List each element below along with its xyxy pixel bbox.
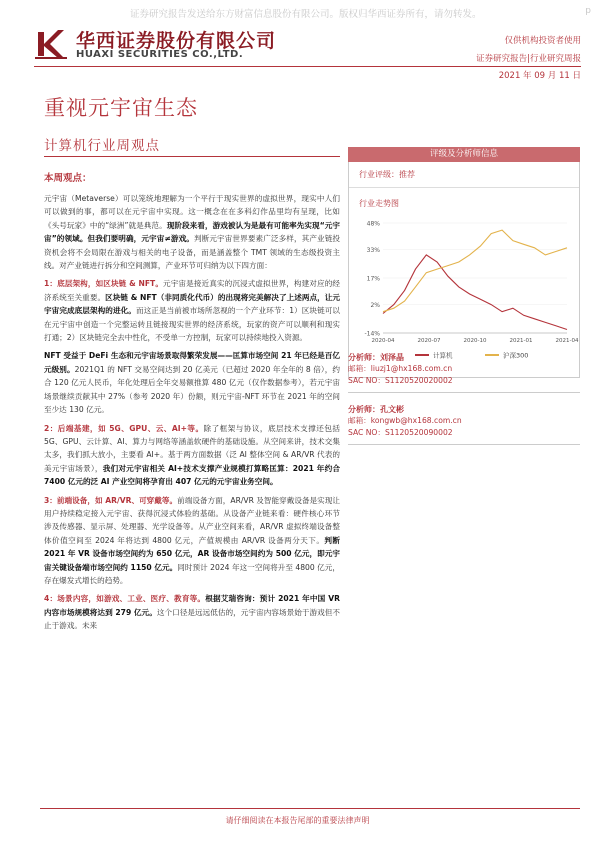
x-tick-label: 2020-04 [371,338,395,344]
analyst-name: 分析师：孔文彬 [348,405,404,414]
x-tick-label: 2021-01 [509,338,533,344]
analyst-card-1 [348,352,580,393]
series-line-沪深300 [383,230,567,312]
footer-divider [40,808,580,809]
header-divider [34,66,581,67]
y-tick-label: -14% [364,330,380,338]
subtitle-divider [44,156,340,157]
report-date: 2021 年 09 月 11 日 [498,71,581,81]
page-marker: p [585,6,591,16]
analyst-email[interactable]: 邮箱：liuzj1@hx168.com.cn [348,364,453,373]
analyst-email[interactable]: 邮箱：kongwb@hx168.com.cn [348,416,462,425]
brand-name-en: HUAXI SECURITIES CO.,LTD. [76,49,244,60]
y-tick-label: 33% [366,247,380,255]
y-tick-label: 2% [370,302,380,310]
paragraph-nft: NFT 受益于 DeFi 生态和元宇宙场景取得繁荣发展——匡算市场空间 21 年已经是百亿元级别。2021Q1 的 NFT 交易空间达到 20 亿美元（已超过 2020 年全年的 8 倍），约合 120 亿元人民币，年化处理后全年交易额推算 480 亿元（仅作数据参考），若元宇宙场景继续贡献其中 27%（参考 2020 年）份额，则元宇宙-NFT 环节在 2021 年的空间至少达 130 亿元。 [44,351,340,415]
paragraph-frontend: 3：前端设备，如 AR/VR、可穿戴等。前端设备方面，AR/VR 及智能穿戴设备是实现让用户持续稳定接入元宇宙、获得沉浸式体验的基础。从设备产业链来看：硬件核心环节涉及传感器、显示屏、处理器、光学设备等。从产业空间来看，AR/VR 虚拟终端设备整体价值空间至 2024 年将达到 4800 亿元，产值规模由 AR/VR 设备两分天下。判断 2021 年 VR 设备市场空间约为 650 亿元，AR 设备市场空间约为 500 亿元，即元宇宙关键设备端市场空间约 1150 亿元。同时预计 2024 年这一空间将升至 4800 亿元，存在爆发式增长的趋势。 [44,495,340,585]
x-tick-label: 2020-07 [417,338,441,344]
x-tick-label: 2020-10 [463,338,487,344]
y-tick-label: 48% [366,220,380,228]
paragraph-infrastructure: 1：底层架构，如区块链 & NFT。元宇宙是接近真实的沉浸式虚拟世界，构建对应的经济系统至关重要。区块链 & NFT（非同质化代币）的出现将完美解决了上述两点，让元宇宙完成底层架构的进化。而这正是当前被市场所忽视的一个产业环节：1）区块链可以在元宇宙中创造一个完整运转且链接现实世界的经济系统，玩家的资产可以顺利和现实打通；2）区块链完全去中性化，不受单一方控制，玩家可以持续地投入资源。 [44,279,340,343]
report-title: 重视元宇宙生态 [44,96,198,120]
report-type-label: 证券研究报告|行业研究周报 [476,54,581,64]
x-tick-label: 2021-04 [555,338,579,344]
company-logo [34,24,277,62]
analyst-sac: SAC NO：S1120520090002 [348,428,453,437]
section-heading: 本周观点： [44,173,92,184]
brand-name-cn: 华西证券股份有限公司 [76,30,277,52]
paragraph-content: 4：场景内容，如游戏、工业、医疗、教育等。根据艾瑞咨询：预计 2021 年中国 VR 内容市场规模将达到 279 亿元。这个口径是远远低估的，元宇宙内容场景始于游戏但不止于游戏。未来 [44,594,340,631]
institutional-only-label: 仅供机构投资者使用 [504,36,581,46]
series-line-计算机 [383,255,567,330]
report-subtitle: 计算机行业周观点 [44,138,160,154]
main-body [44,170,340,795]
analyst-divider [348,444,580,445]
trend-chart [355,215,579,365]
analyst-card-2 [348,404,580,445]
watermark: 证券研究报告发送给东方财富信息股份有限公司。版权归华西证券所有，请勿转发。 [130,9,482,20]
analyst-sac: SAC NO：S1120520020002 [348,376,453,385]
industry-rating: 行业评级：推荐 [349,162,579,188]
sidebar-header: 评级及分析师信息 [348,147,580,162]
legend-label: 沪深300 [503,351,529,360]
sidebar-box [348,162,580,378]
paragraph-intro: 元宇宙（Metaverse）可以笼统地理解为一个平行于现实世界的虚拟世界，现实中人们可以做到的事，都可以在元宇宙中实现。这一概念在在多科幻作品里均有呈现，比如《头号玩家》中的“绿洲”就是典范。现阶段来看，游戏被认为是最有可能率先实现“元宇宙”的领域。但我们要明确，元宇宙≠游戏。判断元宇宙世界要素广泛多样，其产业链投资机会将不会局限在游戏与相关的电子设备，而是涵盖整个 TMT 领域的生态级投资主线。对产业链进行拆分和空间测算，产业环节可归纳为以下四方面： [44,194,341,271]
legend-label: 计算机 [433,351,453,360]
trend-chart-label: 行业走势图 [359,199,399,208]
legal-notice-footer[interactable]: 请仔细阅读在本报告尾部的重要法律声明 [225,816,370,825]
sidebar [348,147,580,378]
analyst-name: 分析师：刘泽晶 [348,353,404,362]
logo-mark-icon [34,24,68,60]
y-tick-label: 17% [366,275,380,283]
paragraph-backend: 2：后端基建，如 5G、GPU、云、AI+等。除了框架与协议，底层技术支撑还包括 5G、GPU、云计算、AI、算力与网络等涵盖软硬件的基础设施。从空间来讲，技术交集太多，我们抓大放小，主要看 AI+。基于两方面数据（泛 AI 整体空间 & AR/VR 代表的美元宇宙场景），我们对元宇宙相关 AI+技术支撑产业规模打算略匡算：2021 年约合 7400 亿元的泛 AI 产业空间将孕育出 407 亿元的元宇宙业务空间。 [44,423,340,487]
analyst-divider [348,392,580,393]
